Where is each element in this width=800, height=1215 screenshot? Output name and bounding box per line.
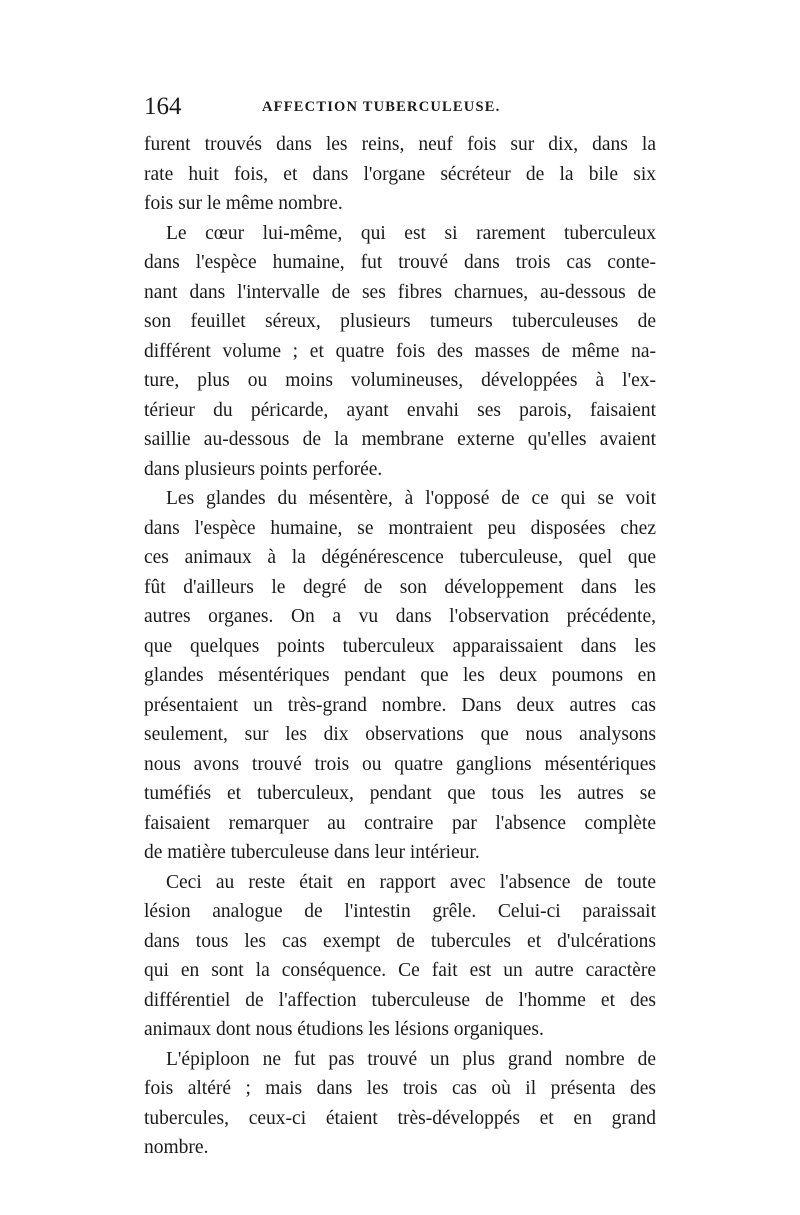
text-line: saillie au-dessous de la membrane externe qu'elles avaient	[144, 429, 656, 450]
text-line: térieur du péricarde, ayant envahi ses parois, faisaient	[144, 399, 656, 421]
running-head	[144, 92, 660, 122]
text-line: Les glandes du mésentère, à l'opposé de ce qui se voit	[166, 488, 656, 509]
text-line: animaux dont nous étudions les lésions organiques.	[144, 1019, 544, 1040]
text-line: autres organes. On a vu dans l'observation précédente,	[144, 606, 656, 627]
text-line: dans plusieurs points perforée.	[144, 458, 383, 480]
text-line: L'épiploon ne fut pas trouvé un plus grand nombre de	[166, 1048, 656, 1070]
text-line: fois altéré ; mais dans les trois cas où il présenta des	[144, 1078, 656, 1099]
text-line: seulement, sur les dix observations que nous analysons	[144, 724, 656, 745]
text-line: différentiel de l'affection tuberculeuse de l'homme et des	[144, 989, 656, 1011]
text-line: Le cœur lui-même, qui est si rarement tuberculeux	[166, 222, 656, 244]
text-line: fois sur le même nombre.	[144, 193, 343, 214]
body-text	[144, 130, 656, 1163]
text-line: rate huit fois, et dans l'organe sécréteur de la bile six	[144, 163, 656, 185]
text-line: qui en sont la conséquence. Ce fait est un autre caractère	[144, 960, 656, 981]
text-line: glandes mésentériques pendant que les deux poumons en	[144, 665, 656, 686]
text-line: présentaient un très-grand nombre. Dans deux autres cas	[144, 694, 656, 716]
text-line: furent trouvés dans les reins, neuf fois sur dix, dans la	[144, 134, 656, 155]
text-line: son feuillet séreux, plusieurs tumeurs tuberculeuses de	[144, 311, 656, 332]
text-line: nombre.	[144, 1137, 209, 1158]
running-title: AFFECTION TUBERCULEUSE.	[262, 99, 501, 115]
text-line: différent volume ; et quatre fois des masses de même na-	[144, 340, 656, 362]
text-line: lésion analogue de l'intestin grêle. Celui-ci paraissait	[144, 901, 656, 922]
text-line: faisaient remarquer au contraire par l'absence complète	[144, 812, 656, 834]
text-line: dans l'espèce humaine, se montraient peu disposées chez	[144, 517, 656, 539]
text-line: nous avons trouvé trois ou quatre ganglions mésentériques	[144, 753, 656, 775]
page-number: 164	[144, 93, 182, 120]
text-line: nant dans l'intervalle de ses fibres charnues, au-dessous de	[144, 281, 656, 303]
text-line: ture, plus ou moins volumineuses, développées à l'ex-	[144, 370, 656, 391]
text-line: dans tous les cas exempt de tubercules et d'ulcérations	[144, 930, 656, 952]
text-line: de matière tuberculeuse dans leur intérieur.	[144, 842, 480, 863]
text-line: que quelques points tuberculeux apparaissaient dans les	[144, 635, 656, 657]
text-line: Ceci au reste était en rapport avec l'absence de toute	[166, 871, 656, 893]
text-line: dans l'espèce humaine, fut trouvé dans trois cas conte-	[144, 252, 656, 273]
text-line: fût d'ailleurs le degré de son développement dans les	[144, 576, 656, 598]
text-line: ces animaux à la dégénérescence tuberculeuse, quel que	[144, 547, 656, 568]
text-line: tubercules, ceux-ci étaient très-développés et en grand	[144, 1107, 656, 1129]
text-line: tuméfiés et tuberculeux, pendant que tous les autres se	[144, 783, 656, 804]
